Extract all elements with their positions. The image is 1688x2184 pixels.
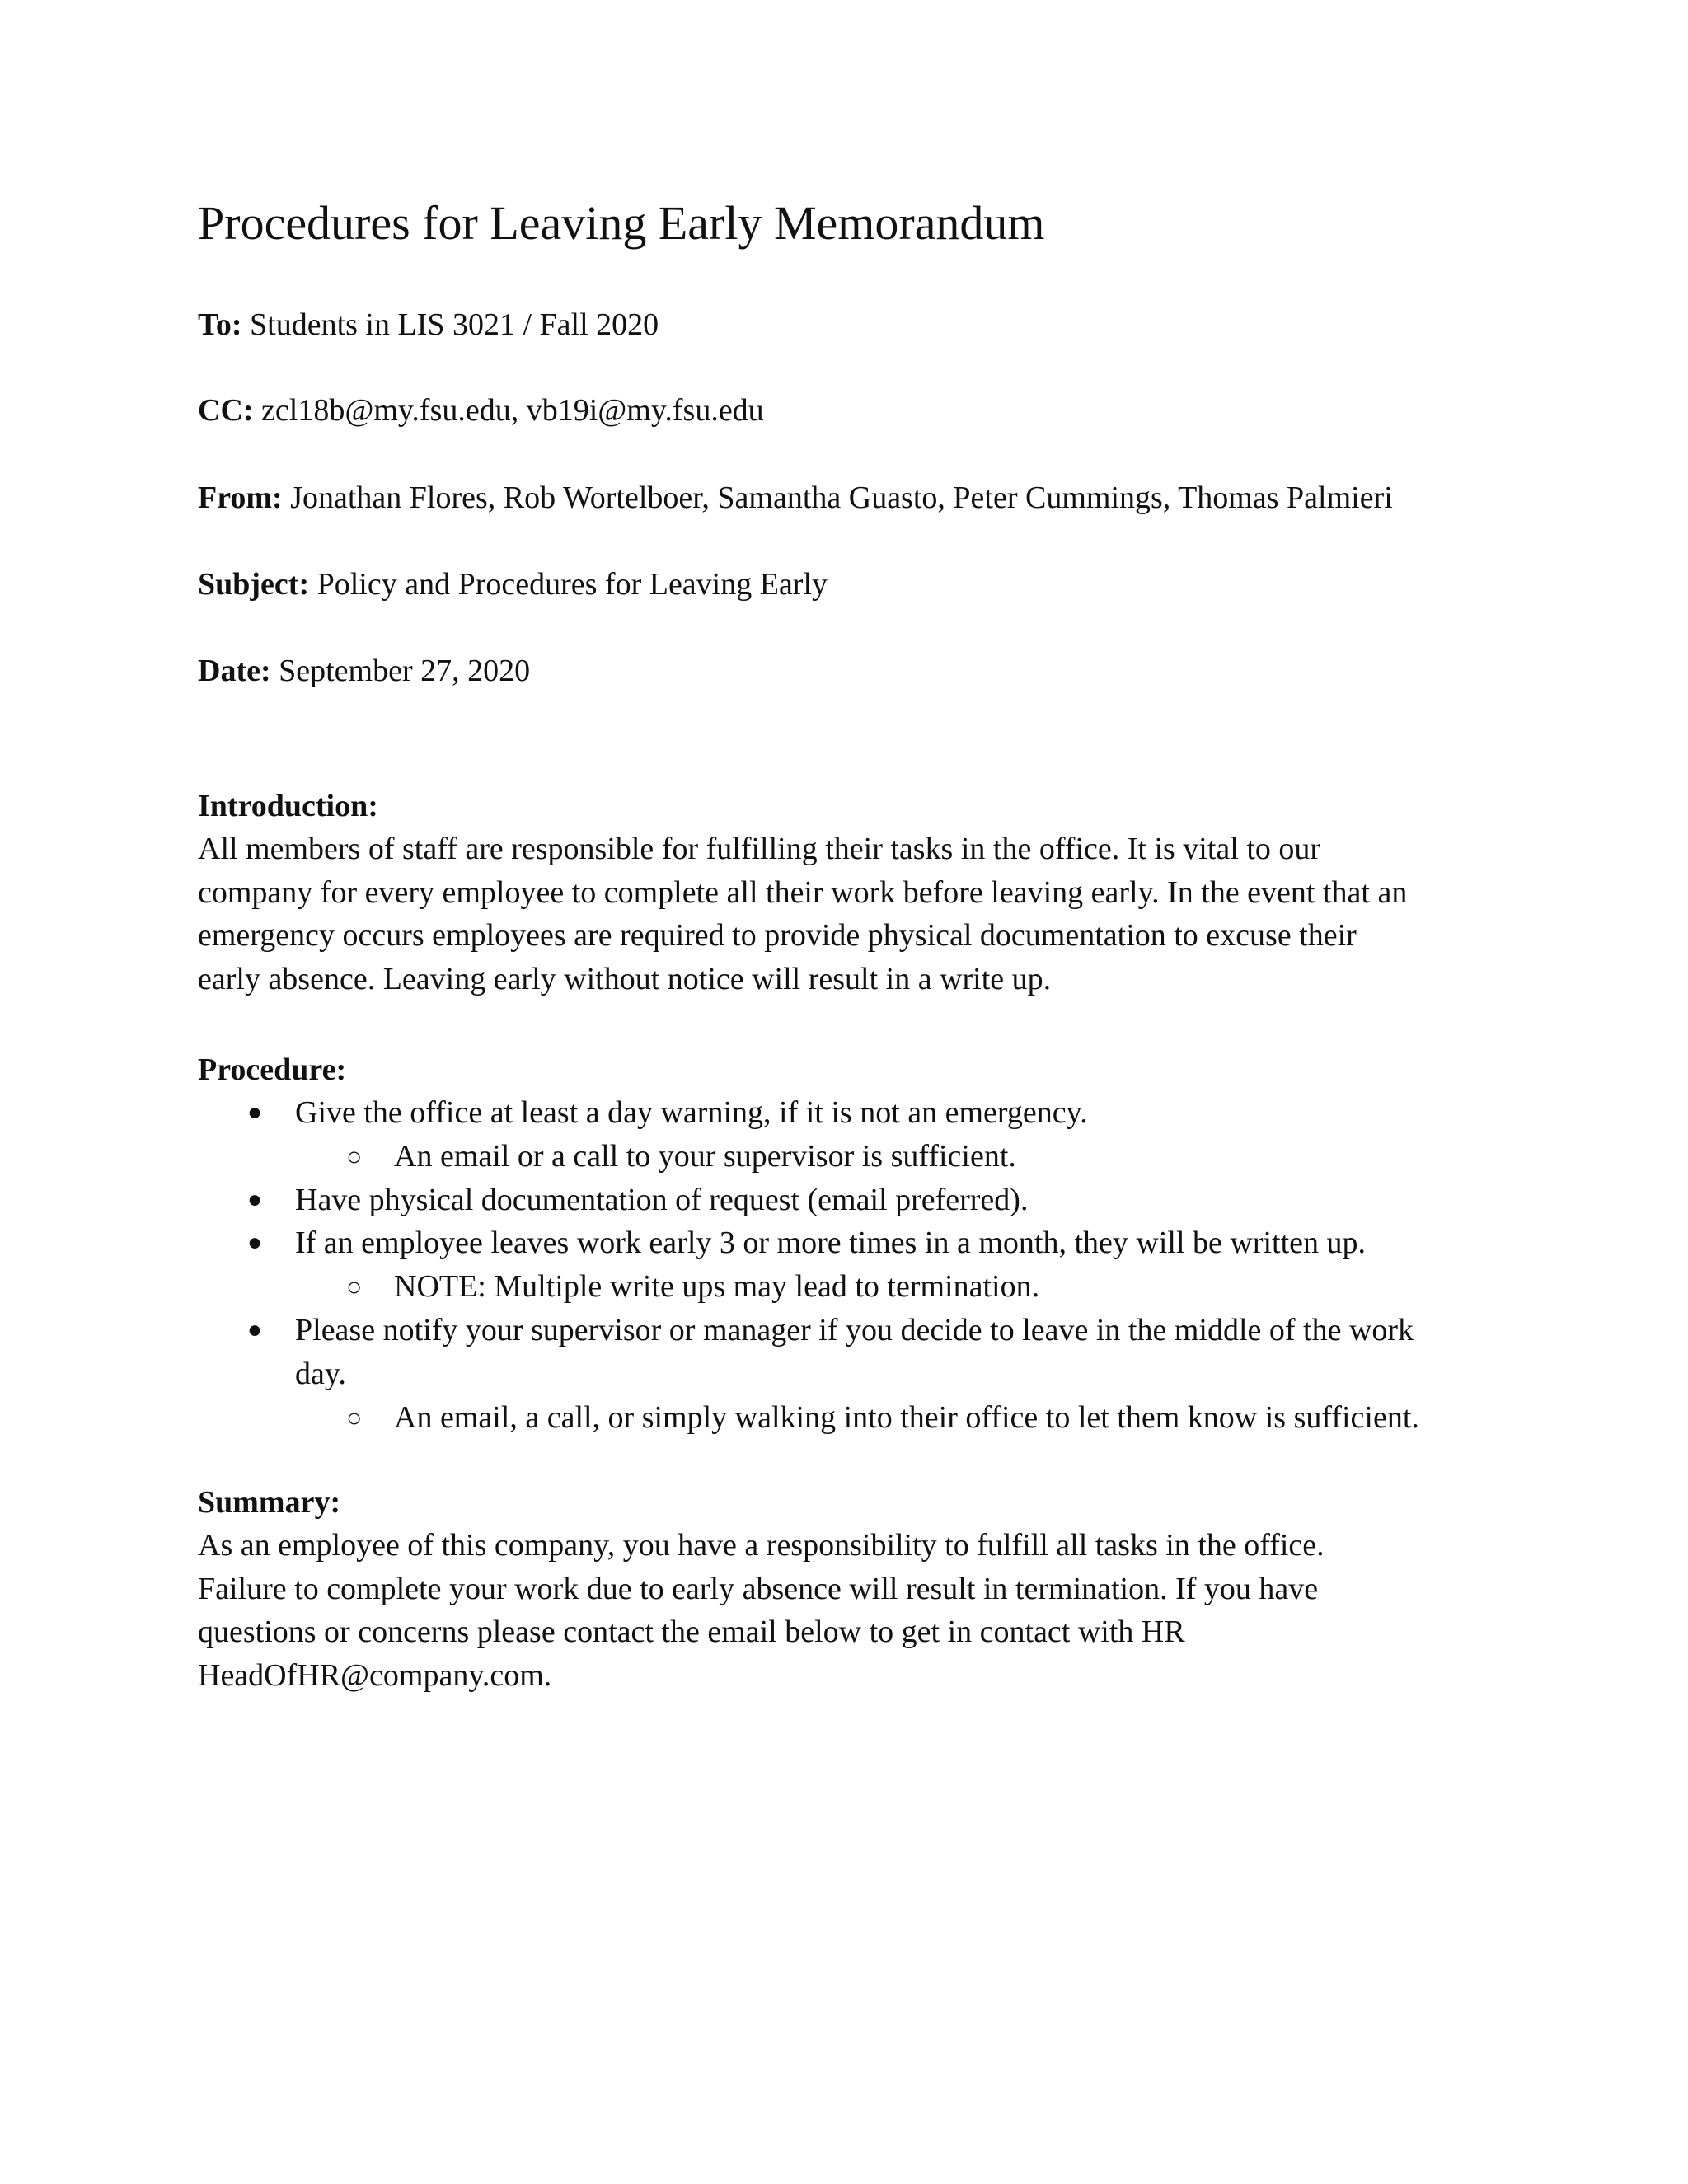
procedure-heading: Procedure: — [198, 1052, 347, 1087]
bullet-icon: ● — [247, 1315, 263, 1343]
procedure-list — [0, 1091, 1688, 1439]
introduction-heading: Introduction: — [198, 789, 378, 823]
summary-heading: Summary: — [198, 1485, 341, 1520]
introduction-line: company for every employee to complete all their work before leaving early. In the event that an — [198, 874, 1408, 910]
introduction-line: All members of staff are responsible for fulfilling their tasks in the office. It is vital to our — [198, 832, 1321, 866]
introduction-line: early absence. Leaving early without notice will result in a write up. — [198, 961, 1052, 996]
sub-bullet-icon: ○ — [346, 1141, 363, 1171]
cc-label: CC: — [198, 393, 254, 428]
procedure-item-text: If an employee leaves work early 3 or more times in a month, they will be written up. — [295, 1226, 1367, 1261]
summary-line: As an employee of this company, you have a responsibility to fulfill all tasks in the office. — [198, 1528, 1325, 1563]
procedure-item-text: Give the office at least a day warning, if it is not an emergency. — [295, 1095, 1088, 1130]
procedure-item — [0, 1221, 1688, 1265]
procedure-subitem — [0, 1265, 1688, 1309]
procedure-item — [0, 1309, 1688, 1352]
procedure-subitem — [0, 1135, 1688, 1179]
subject-label: Subject: — [198, 567, 310, 602]
procedure-item-text: Please notify your supervisor or manager if you decide to leave in the middle of the work — [295, 1312, 1414, 1347]
procedure-subitem — [0, 1396, 1688, 1440]
subject-value: Policy and Procedures for Leaving Early — [316, 567, 828, 602]
procedure-item-text: Have physical documentation of request (email preferred). — [295, 1182, 1029, 1217]
summary-line: HeadOfHR@company.com. — [198, 1657, 552, 1693]
sub-bullet-icon: ○ — [346, 1402, 363, 1432]
procedure-subitem-text: An email, a call, or simply walking into their office to let them know is sufficient. — [394, 1399, 1419, 1435]
introduction-line: emergency occurs employees are required to provide physical documentation to excuse their — [198, 918, 1357, 953]
bullet-icon: ● — [247, 1099, 263, 1126]
date-value: September 27, 2020 — [279, 654, 531, 688]
procedure-item — [0, 1091, 1688, 1135]
from-label: From: — [198, 480, 283, 515]
bullet-icon: ● — [247, 1185, 263, 1213]
date-label: Date: — [198, 654, 271, 688]
memo-title: Procedures for Leaving Early Memorandum — [198, 196, 1045, 250]
to-line — [198, 303, 659, 346]
procedure-item-continuation — [0, 1352, 1688, 1396]
introduction-paragraph — [198, 827, 1484, 1001]
procedure-subitem-text: NOTE: Multiple write ups may lead to termination. — [394, 1269, 1040, 1305]
date-line — [198, 649, 530, 692]
from-line — [198, 476, 1393, 519]
sub-bullet-icon: ○ — [346, 1272, 363, 1302]
summary-line: questions or concerns please contact the email below to get in contact with HR — [198, 1615, 1185, 1649]
procedure-subitem-text: An email or a call to your supervisor is sufficient. — [394, 1138, 1016, 1174]
summary-paragraph — [198, 1524, 1484, 1697]
to-label: To: — [198, 307, 242, 342]
procedure-item-text: day. — [295, 1356, 346, 1391]
cc-line — [198, 389, 764, 432]
to-value: Students in LIS 3021 / Fall 2020 — [250, 307, 659, 342]
bullet-icon: ● — [247, 1229, 263, 1257]
summary-line: Failure to complete your work due to early absence will result in termination. If you have — [198, 1571, 1319, 1606]
subject-line — [198, 563, 828, 606]
cc-value: zcl18b@my.fsu.edu, vb19i@my.fsu.edu — [261, 393, 764, 428]
procedure-item — [0, 1179, 1688, 1222]
from-value: Jonathan Flores, Rob Wortelboer, Samantha Guasto, Peter Cummings, Thomas Palmieri — [290, 480, 1393, 515]
